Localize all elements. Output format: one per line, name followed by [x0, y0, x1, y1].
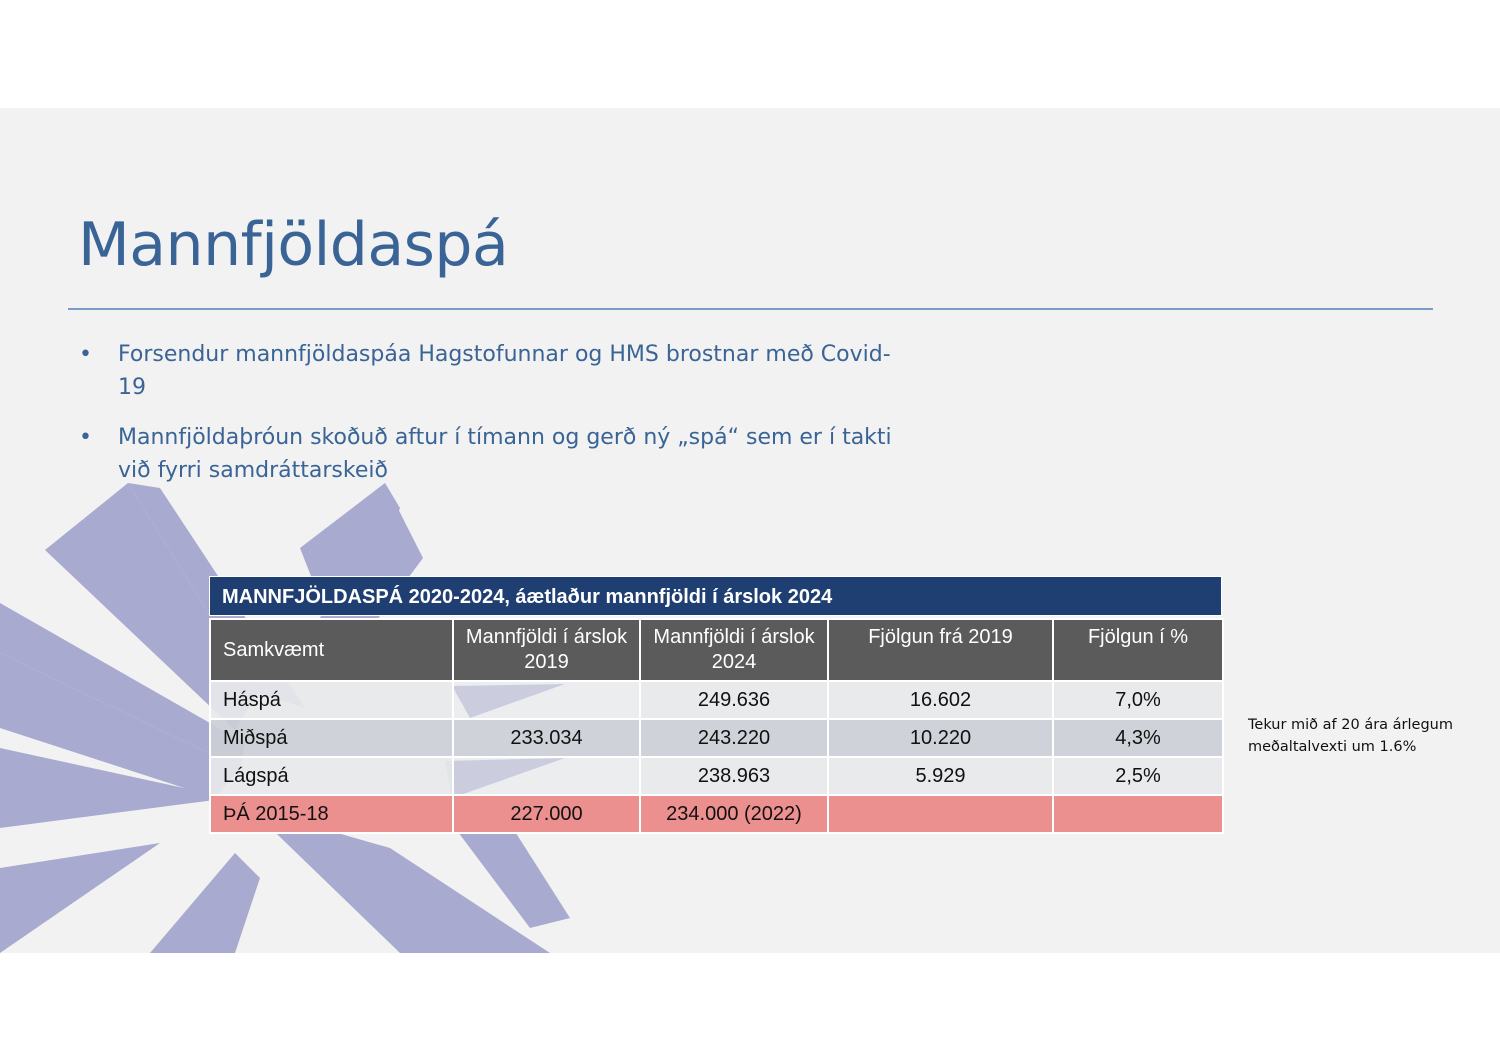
table-cell: 5.929 [828, 757, 1053, 795]
table-cell: 234.000 (2022) [640, 795, 828, 833]
table-row [210, 795, 1223, 833]
table-row [210, 757, 1223, 795]
table-cell: 16.602 [828, 681, 1053, 719]
table-cell: 2,5% [1053, 757, 1223, 795]
table-cell: Háspá [210, 681, 453, 719]
table-cell [1053, 795, 1223, 833]
table-cell: 233.034 [453, 719, 640, 757]
side-note [1248, 714, 1453, 758]
bullet-icon: • [79, 425, 92, 450]
bullet-text: Mannfjöldaþróun skoðuð aftur í tímann og gerð ný „spá“ sem er í takti við fyrri samdráttarskeið [118, 425, 892, 483]
column-header: Samkvæmt [210, 619, 453, 681]
bullet-text: Forsendur mannfjöldaspáa Hagstofunnar og HMS brostnar með Covid-19 [118, 342, 891, 400]
table-cell: ÞÁ 2015-18 [210, 795, 453, 833]
bullet-list [76, 338, 896, 504]
table-cell: 238.963 [640, 757, 828, 795]
table-cell: 10.220 [828, 719, 1053, 757]
table-cell [828, 795, 1053, 833]
table-cell: 243.220 [640, 719, 828, 757]
data-table [209, 618, 1224, 834]
table-title: MANNFJÖLDASPÁ 2020-2024, áætlaður mannfjöldi í árslok 2024 [209, 576, 1222, 616]
table-cell: Miðspá [210, 719, 453, 757]
column-header: Fjölgun í % [1053, 619, 1223, 681]
table-cell [453, 681, 640, 719]
table-cell: 227.000 [453, 795, 640, 833]
table-header-row [210, 619, 1223, 681]
column-header: Mannfjöldi í árslok 2024 [640, 619, 828, 681]
column-header: Fjölgun frá 2019 [828, 619, 1053, 681]
side-note-line: meðaltalvexti um 1.6% [1248, 739, 1417, 755]
bullet-icon: • [79, 342, 92, 367]
bullet-item [76, 421, 896, 487]
table-row [210, 719, 1223, 757]
forecast-table [209, 576, 1222, 834]
title-divider [68, 308, 1433, 310]
table-cell: Lágspá [210, 757, 453, 795]
table-row [210, 681, 1223, 719]
table-cell [453, 757, 640, 795]
column-header: Mannfjöldi í árslok 2019 [453, 619, 640, 681]
table-cell: 7,0% [1053, 681, 1223, 719]
table-cell: 4,3% [1053, 719, 1223, 757]
page-title: Mannfjöldaspá [78, 210, 509, 280]
table-cell: 249.636 [640, 681, 828, 719]
side-note-line: Tekur mið af 20 ára árlegum [1248, 717, 1453, 733]
bullet-item [76, 338, 896, 404]
slide [0, 108, 1500, 953]
